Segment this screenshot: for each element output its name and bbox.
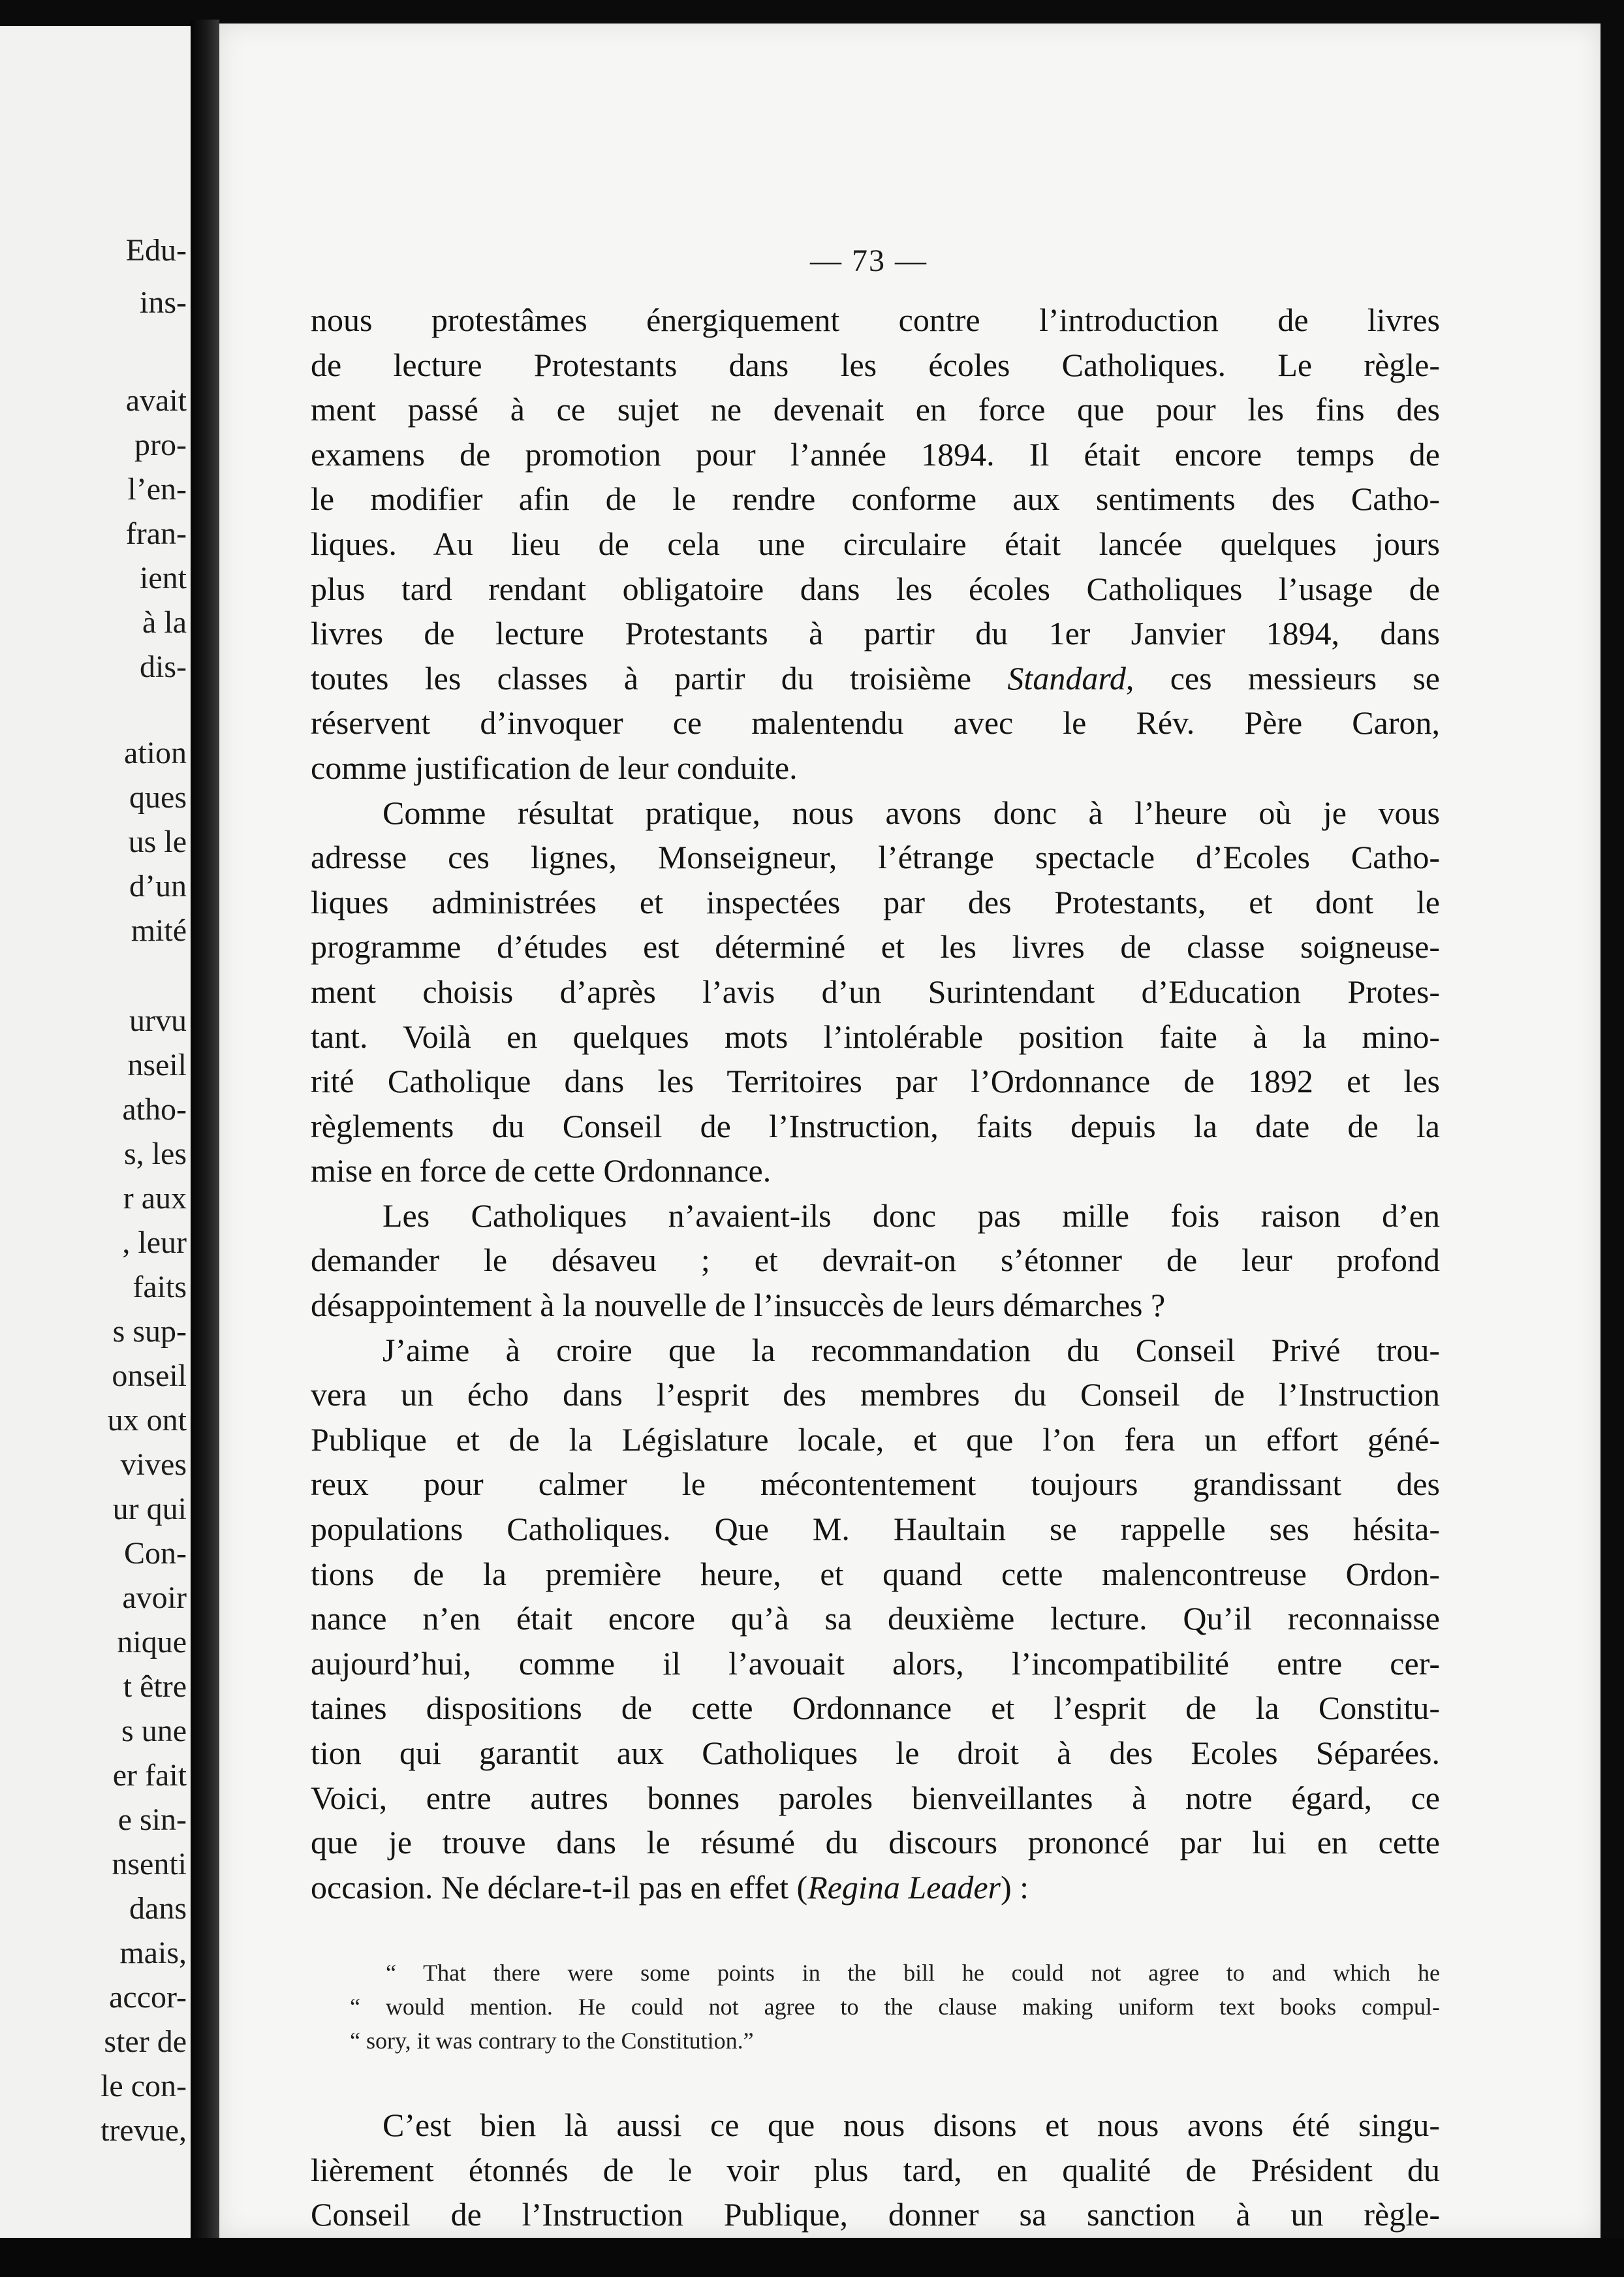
body-line: populations Catholiques. Que M. Haultain se rappelle ses hésita- [311, 1511, 1440, 1548]
body-text [311, 298, 1440, 1909]
previous-page-fragment: Con- [124, 1536, 187, 1571]
body-line: mise en force de cette Ordonnance. [311, 1152, 772, 1189]
previous-page-fragment: ques [129, 780, 187, 815]
closing-paragraph [311, 2103, 1440, 2237]
previous-page-fragment: nsenti [112, 1847, 187, 1881]
previous-page-fragment: er fait [112, 1758, 187, 1793]
previous-page-fragment: ins- [140, 285, 187, 320]
body-line: Les Catholiques n’avaient-ils donc pas mille fois raison d’en [383, 1197, 1440, 1234]
body-line: ment choisis d’après l’avis d’un Surintendant d’Education Protes- [311, 973, 1440, 1010]
previous-page-fragment: ux ont [107, 1403, 187, 1437]
body-line: aujourd’hui, comme il l’avouait alors, l’incompatibilité entre cer- [311, 1644, 1440, 1682]
previous-page-fragment: Edu- [125, 233, 187, 268]
previous-page-fragment: dis- [140, 650, 187, 684]
body-line: nous protestâmes énergiquement contre l’introduction de livres [311, 302, 1440, 338]
previous-page-fragment: dans [129, 1891, 187, 1926]
body-line: liques administrées et inspectées par des Protestants, et dont le [311, 883, 1440, 920]
body-line: que je trouve dans le résumé du discours prononcé par lui en cette [311, 1824, 1440, 1861]
body-line: reux pour calmer le mécontentement toujours grandissant des [311, 1466, 1440, 1503]
body-line: Comme résultat pratique, nous avons donc à l’heure où je vous [383, 794, 1440, 831]
closing-line: Conseil de l’Instruction Publique, donner sa sanction à un règle- [311, 2196, 1440, 2233]
previous-page-fragment: urvu [129, 1003, 187, 1038]
quote-line: “ would mention. He could not agree to the clause making uniform text books compul- [350, 1994, 1440, 2020]
previous-page-fragment: s sup- [112, 1314, 187, 1349]
previous-page-fragment: avoir [122, 1580, 187, 1615]
body-line: examens de promotion pour l’année 1894. Il était encore temps de [311, 435, 1440, 473]
scan-bottom-edge [0, 2238, 1624, 2277]
previous-page-fragment: s une [121, 1714, 187, 1748]
page-number: — 73 — [810, 243, 928, 278]
previous-page-fragment: nseil [127, 1048, 187, 1082]
body-line: comme justification de leur conduite. [311, 749, 798, 786]
previous-page-fragment: à la [142, 605, 187, 640]
previous-page-fragment: trevue, [101, 2113, 187, 2148]
body-line: livres de lecture Protestants à partir du 1er Janvier 1894, dans [311, 615, 1440, 652]
page-73 [219, 24, 1601, 2238]
body-line: toutes les classes à partir du troisième Standard, ces messieurs se [311, 659, 1440, 697]
quote-line: “ That there were some points in the bill he could not agree to and which he [386, 1960, 1440, 1986]
previous-page-fragment: avait [125, 383, 187, 418]
previous-page-edge [0, 26, 195, 2239]
body-line: de lecture Protestants dans les écoles Catholiques. Le règle- [311, 346, 1440, 383]
body-line: désappointement à la nouvelle de l’insuccès de leurs démarches ? [311, 1287, 1166, 1324]
body-line: J’aime à croire que la recommandation du Conseil Privé trou- [383, 1331, 1440, 1368]
book-gutter-shadow [191, 20, 219, 2252]
previous-page-fragment: ster de [104, 2024, 187, 2059]
body-line: adresse ces lignes, Monseigneur, l’étrange spectacle d’Ecoles Catho- [311, 839, 1440, 876]
body-line: rité Catholique dans les Territoires par l’Ordonnance de 1892 et les [311, 1063, 1440, 1100]
previous-page-fragment: , leur [122, 1225, 187, 1260]
body-line: règlements du Conseil de l’Instruction, faits depuis la date de la [311, 1107, 1440, 1144]
body-line: réservent d’invoquer ce malentendu avec le Rév. Père Caron, [311, 704, 1440, 742]
body-line: plus tard rendant obligatoire dans les écoles Catholiques l’usage de [311, 570, 1440, 607]
body-line: tions de la première heure, et quand cette malencontreuse Ordon- [311, 1555, 1440, 1592]
previous-page-fragment: ation [124, 736, 187, 770]
previous-page-fragment: atho- [122, 1092, 187, 1127]
body-line: tion qui garantit aux Catholiques le droit à des Ecoles Séparées. [311, 1735, 1440, 1771]
body-line: demander le désaveu ; et devrait-on s’étonner de leur profond [311, 1242, 1440, 1279]
previous-page-fragment: mais, [119, 1936, 187, 1970]
body-line: occasion. Ne déclare-t-il pas en effet (Regina Leader) : [311, 1868, 1029, 1906]
previous-page-fragment: d’un [129, 869, 187, 903]
closing-line: lièrement étonnés de le voir plus tard, en qualité de Président du [311, 2151, 1440, 2188]
previous-page-fragment: onseil [112, 1358, 187, 1393]
previous-page-fragment: t être [123, 1669, 187, 1704]
previous-page-fragment: vives [120, 1447, 187, 1482]
previous-page-fragment: s, les [124, 1137, 187, 1171]
previous-page-fragment: faits [133, 1270, 187, 1304]
previous-page-fragment: e sin- [117, 1802, 187, 1837]
body-line: le modifier afin de le rendre conforme aux sentiments des Catho- [311, 480, 1440, 518]
previous-page-fragment: r aux [123, 1181, 187, 1216]
body-line: Publique et de la Législature locale, et que l’on fera un effort géné- [311, 1421, 1440, 1458]
previous-page-fragment: ient [140, 561, 187, 595]
previous-page-fragment: l’en- [127, 472, 187, 507]
previous-page-fragment: mité [131, 913, 187, 948]
body-line: taines dispositions de cette Ordonnance et l’esprit de la Constitu- [311, 1689, 1440, 1727]
previous-page-fragment: le con- [101, 2069, 187, 2103]
previous-page-fragment: pro- [134, 428, 187, 462]
body-line: Voici, entre autres bonnes paroles bienveillantes à notre égard, ce [311, 1779, 1440, 1816]
body-line: liques. Au lieu de cela une circulaire était lancée quelques jours [311, 525, 1440, 562]
previous-page-fragment: accor- [109, 1980, 187, 2015]
previous-page-fragment: nique [117, 1625, 187, 1659]
body-line: tant. Voilà en quelques mots l’intolérable position faite à la mino- [311, 1018, 1440, 1055]
body-line: programme d’études est déterminé et les livres de classe soigneuse- [311, 928, 1440, 966]
previous-page-fragment: fran- [125, 516, 187, 551]
body-line: vera un écho dans l’esprit des membres du Conseil de l’Instruction [311, 1376, 1440, 1413]
english-quotation [350, 1956, 1440, 2058]
body-line: nance n’en était encore qu’à sa deuxième lecture. Qu’il reconnaisse [311, 1600, 1440, 1637]
quote-line: “ sory, it was contrary to the Constitution.” [350, 2028, 754, 2054]
body-line: ment passé à ce sujet ne devenait en force que pour les fins des [311, 391, 1440, 428]
closing-line: C’est bien là aussi ce que nous disons et nous avons été singu- [383, 2107, 1440, 2143]
previous-page-fragment: us le [128, 824, 187, 859]
previous-page-fragment: ur qui [112, 1492, 187, 1526]
